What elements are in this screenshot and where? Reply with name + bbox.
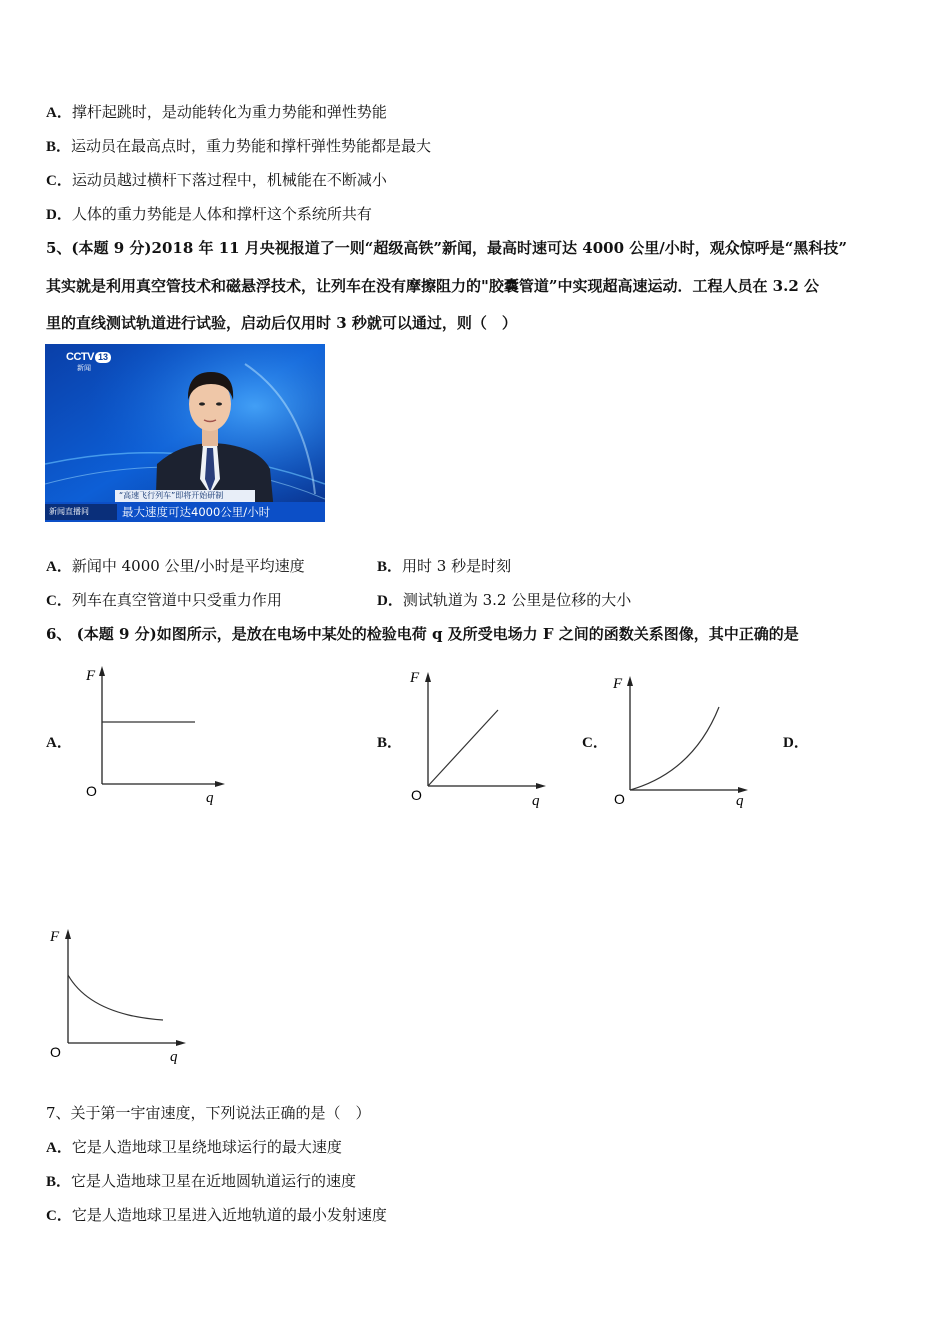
option-text: 用时 3 秒是时刻 [402, 557, 512, 575]
option-label: D． [377, 593, 403, 609]
option-text: 运动员在最高点时，重力势能和撑杆弹性势能都是最大 [71, 137, 432, 155]
q6-graph-d-label: D． [783, 735, 809, 751]
q4-option-c [46, 170, 387, 191]
x-axis-arrow [215, 781, 225, 787]
channel-number: 13 [95, 352, 111, 363]
origin-label: O [614, 791, 625, 807]
channel-sub: 新闻 [77, 364, 91, 372]
graph-d [46, 925, 196, 1075]
option-label: A． [46, 105, 72, 121]
option-label: C． [46, 593, 72, 609]
graph-a [80, 662, 230, 812]
x-axis-arrow [176, 1040, 186, 1046]
option-label: B． [377, 559, 403, 575]
graph-c-curve [630, 707, 719, 790]
option-label: B． [46, 1174, 72, 1190]
x-axis-label: q [532, 793, 540, 809]
q6-graph-b-label: B． [377, 735, 403, 751]
q4-option-a [46, 102, 387, 123]
q7-option-a [46, 1137, 342, 1158]
y-axis-arrow [425, 672, 431, 682]
option-text: 新闻中 4000 公里/小时是平均速度 [71, 557, 305, 575]
origin-label: O [411, 787, 422, 803]
option-text: 运动员越过横杆下落过程中，机械能在不断减小 [71, 171, 387, 189]
q6-graph-a-label: A． [46, 735, 72, 751]
y-axis-label: F [410, 670, 420, 686]
option-text: 人体的重力势能是人体和撑杆这个系统所共有 [71, 205, 372, 223]
x-axis-arrow [536, 783, 546, 789]
x-axis-label: q [170, 1049, 178, 1065]
q7-option-c [46, 1205, 387, 1226]
graph-c [608, 672, 758, 822]
option-text: 测试轨道为 3.2 公里是位移的大小 [402, 591, 632, 609]
graph-d-curve [68, 975, 163, 1020]
y-axis-label: F [86, 668, 96, 684]
banner-tag: 新闻直播间 [49, 507, 89, 516]
q5-stem-line1: 5、(本题 9 分)2018 年 11 月央视报道了一则“超级高铁”新闻，最高时速可达 4000 公里/小时，观众惊呼是“黑科技” [46, 239, 847, 257]
graph-b [406, 668, 556, 818]
y-axis-label: F [50, 929, 60, 945]
y-axis-arrow [65, 929, 71, 939]
q5-option-c [46, 590, 282, 611]
q5-option-d [377, 590, 631, 611]
option-text: 它是人造地球卫星在近地圆轨道运行的速度 [71, 1172, 357, 1190]
option-label: A． [46, 559, 72, 575]
news-photo [45, 344, 325, 522]
cctv-logo: CCTV [66, 351, 94, 363]
q5-option-a [46, 556, 305, 577]
y-axis-arrow [627, 676, 633, 686]
option-label: A． [46, 1140, 72, 1156]
banner-main-text: 最大速度可达4000公里/小时 [122, 505, 271, 519]
option-label: B． [46, 139, 72, 155]
q6-stem: 6、 (本题 9 分)如图所示，是放在电场中某处的检验电荷 q 及所受电场力 F 之间的函数关系图像，其中正确的是 [46, 625, 799, 643]
x-axis-label: q [206, 790, 214, 806]
option-text: 列车在真空管道中只受重力作用 [71, 591, 282, 609]
q5-stem-line3: 里的直线测试轨道进行试验，启动后仅用时 3 秒就可以通过，则（ ） [46, 314, 517, 332]
option-label: C． [46, 1208, 72, 1224]
y-axis-arrow [99, 666, 105, 676]
q6-graph-c-label: C． [582, 735, 608, 751]
origin-label: O [86, 783, 97, 799]
option-text: 撑杆起跳时，是动能转化为重力势能和弹性势能 [71, 103, 387, 121]
graph-b-curve [428, 710, 498, 786]
option-label: D． [46, 207, 72, 223]
option-label: C． [46, 173, 72, 189]
y-axis-label: F [613, 676, 623, 692]
q4-option-b [46, 136, 431, 157]
q5-option-b [377, 556, 511, 577]
x-axis-label: q [736, 793, 744, 809]
banner-top-text: “高速飞行列车”即将开始研制 [119, 491, 224, 500]
origin-label: O [50, 1044, 61, 1060]
q7-stem: 7、关于第一宇宙速度，下列说法正确的是（ ） [46, 1104, 371, 1122]
option-text: 它是人造地球卫星进入近地轨道的最小发射速度 [71, 1206, 387, 1224]
q7-option-b [46, 1171, 356, 1192]
q5-stem-line2: 其实就是利用真空管技术和磁悬浮技术，让列车在没有摩擦阻力的"胶囊管道”中实现超高速运动．工程人员在 3.2 公 [46, 277, 819, 295]
option-text: 它是人造地球卫星绕地球运行的最大速度 [71, 1138, 342, 1156]
q4-option-d [46, 204, 372, 225]
